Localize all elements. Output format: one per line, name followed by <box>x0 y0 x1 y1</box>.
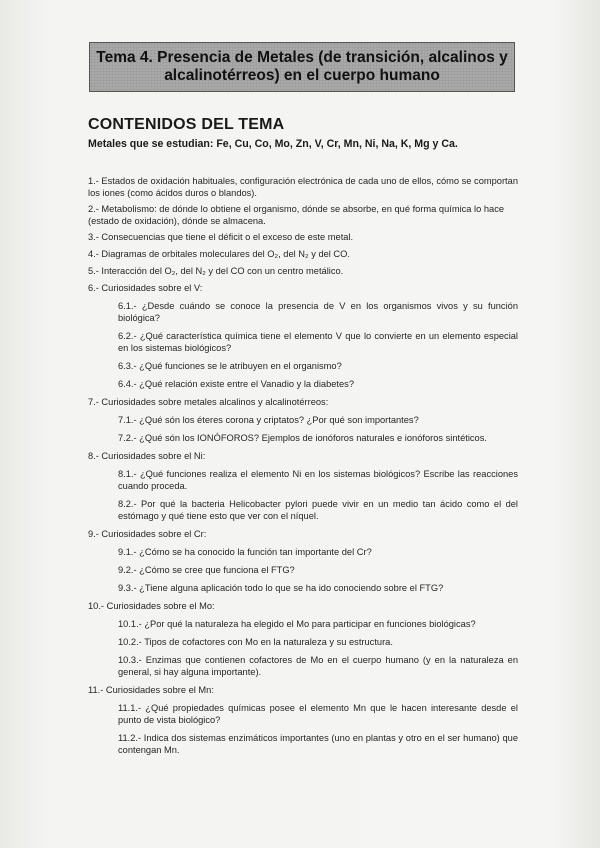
list-item: 1.- Estados de oxidación habituales, configuración electrónica de cada uno de ellos, cómo se comportan los iones (como ácidos duros o blandos). <box>88 176 518 198</box>
sub-item: 10.3.- Enzimas que contienen cofactores de Mo en el cuerpo humano (y en la naturaleza en general, si hay alguna importante). <box>118 655 518 677</box>
sub-item: 10.2.- Tipos de cofactores con Mo en la naturaleza y su estructura. <box>118 637 393 647</box>
sub-item: 9.1.- ¿Cómo se ha conocido la función tan importante del Cr? <box>118 547 372 557</box>
list-item: 4.- Diagramas de orbitales moleculares del O₂, del N₂ y del CO. <box>88 249 350 259</box>
list-item: 7.- Curiosidades sobre metales alcalinos y alcalinotérreos: <box>88 397 329 407</box>
list-item: 9.- Curiosidades sobre el Cr: <box>88 529 207 539</box>
list-item: 11.- Curiosidades sobre el Mn: <box>88 685 214 695</box>
section-heading: CONTENIDOS DEL TEMA <box>88 116 285 133</box>
sub-item: 8.2.- Por qué la bacteria Helicobacter pylori puede vivir en un medio tan ácido como el del estómago y qué tiene esto que ver con el níquel. <box>118 499 518 521</box>
sub-item: 10.1.- ¿Por qué la naturaleza ha elegido el Mo para participar en funciones biológicas? <box>118 619 476 629</box>
list-item: 10.- Curiosidades sobre el Mo: <box>88 601 215 611</box>
sub-item: 6.3.- ¿Qué funciones se le atribuyen en el organismo? <box>118 361 342 371</box>
metals-studied: Metales que se estudian: Fe, Cu, Co, Mo, Zn, V, Cr, Mn, Ni, Na, K, Mg y Ca. <box>88 138 458 150</box>
sub-item: 9.3.- ¿Tiene alguna aplicación todo lo que se ha ido conociendo sobre el FTG? <box>118 583 444 593</box>
contents-list <box>88 175 518 756</box>
sub-item: 8.1.- ¿Qué funciones realiza el elemento Ni en los sistemas biológicos? Escribe las reacciones cuando proceda. <box>118 469 518 491</box>
sub-item: 9.2.- ¿Cómo se cree que funciona el FTG? <box>118 565 295 575</box>
list-item: 5.- Interacción del O₂, del N₂ y del CO con un centro metálico. <box>88 266 344 276</box>
sub-item: 7.2.- ¿Qué són los IONÓFOROS? Ejemplos de ionóforos naturales e ionóforos sintéticos. <box>118 433 487 443</box>
list-item: 6.- Curiosidades sobre el V: <box>88 283 203 293</box>
sub-item: 11.1.- ¿Qué propiedades químicas posee el elemento Mn que le hacen interesante desde el punto de vista biológico? <box>118 703 518 725</box>
sub-item: 6.2.- ¿Qué característica química tiene el elemento V que lo convierte en un elemento especial en los sistemas biológicos? <box>118 331 518 353</box>
sub-item: 6.4.- ¿Qué relación existe entre el Vanadio y la diabetes? <box>118 379 355 389</box>
list-item: 8.- Curiosidades sobre el Ni: <box>88 451 206 461</box>
title-box <box>89 42 515 92</box>
sub-item: 11.2.- Indica dos sistemas enzimáticos importantes (uno en plantas y otro en el ser humano) que contengan Mn. <box>118 733 518 755</box>
sub-item: 7.1.- ¿Qué són los éteres corona y criptatos? ¿Por qué son importantes? <box>118 415 419 425</box>
sub-item: 6.1.- ¿Desde cuándo se conoce la presencia de V en los organismos vivos y su función biológica? <box>118 301 518 323</box>
list-item: 2.- Metabolismo: de dónde lo obtiene el organismo, dónde se absorbe, en qué forma química lo hace (estado de oxidación), dónde se almacena. <box>88 204 505 226</box>
list-item: 3.- Consecuencias que tiene el déficit o el exceso de este metal. <box>88 232 354 242</box>
document-title: Tema 4. Presencia de Metales (de transición, alcalinos y alcalinotérreos) en el cuerpo humano <box>96 49 508 84</box>
